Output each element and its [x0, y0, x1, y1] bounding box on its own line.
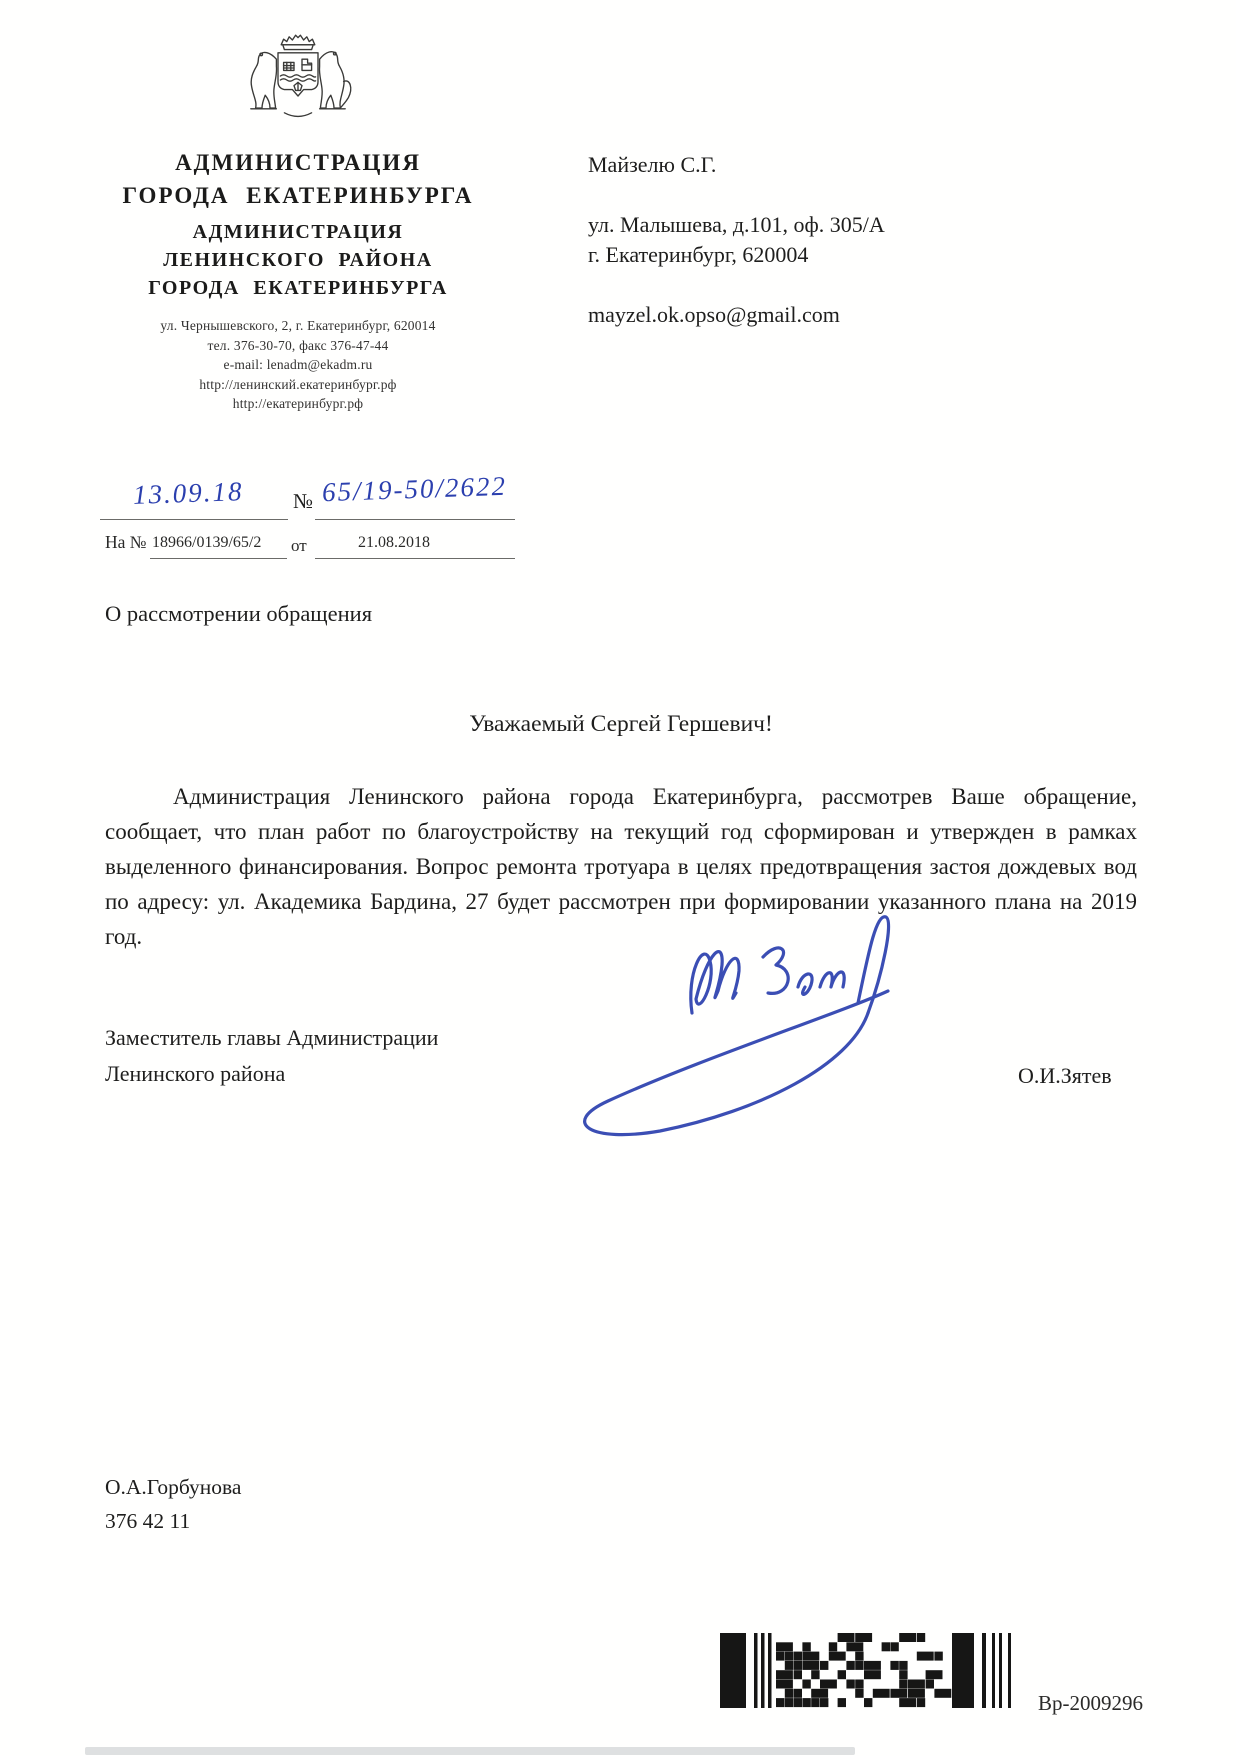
recipient-name: Майзелю С.Г.: [588, 152, 717, 177]
org-address: ул. Чернышевского, 2, г. Екатеринбург, 620014: [160, 318, 436, 333]
reply-date-underline: [315, 558, 515, 559]
executor-name: О.А.Горбунова: [105, 1475, 242, 1499]
signer-title-line2: Ленинского района: [105, 1061, 286, 1086]
number-sign: №: [293, 489, 314, 513]
org-site-city: http://екатеринбург.рф: [232, 396, 364, 411]
scan-artifact: [85, 1747, 855, 1755]
signature-ink-icon: [520, 895, 950, 1155]
barcode-icon: [720, 1633, 1022, 1708]
signature-area: [520, 895, 950, 1155]
greeting-line: Уважаемый Сергей Гершевич!: [469, 711, 773, 737]
dept-name-line1: АДМИНИСТРАЦИЯ: [192, 221, 404, 243]
org-phone-fax: тел. 376-30-70, факс 376-47-44: [207, 337, 389, 353]
outgoing-number-handwritten: 65/19-50/2622: [321, 470, 508, 508]
org-email: e-mail: lenadm@ekadm.ru: [223, 357, 373, 372]
reply-ot-label: от: [291, 536, 307, 555]
dept-name-line3: ГОРОДА ЕКАТЕРИНБУРГА: [148, 277, 448, 299]
executor-phone: 376 42 11: [105, 1509, 191, 1533]
recipient-address-line1: ул. Малышева, д.101, оф. 305/А: [588, 212, 885, 237]
number-underline: [315, 519, 515, 520]
org-name-line2: ГОРОДА ЕКАТЕРИНБУРГА: [122, 183, 474, 208]
coat-of-arms: [238, 24, 358, 144]
coat-of-arms-icon: [238, 24, 358, 144]
barcode-label: Вр-2009296: [1038, 1691, 1143, 1715]
recipient-email: mayzel.ok.opso@gmail.com: [588, 302, 840, 327]
reply-number: 18966/0139/65/2: [152, 534, 262, 551]
signer-title-line1: Заместитель главы Администрации: [105, 1025, 439, 1050]
signer-name: О.И.Зятев: [1018, 1063, 1112, 1088]
reply-date: 21.08.2018: [358, 534, 430, 551]
letterhead: [58, 146, 538, 414]
reply-number-underline: [150, 558, 287, 559]
reply-prefix: На №: [105, 532, 147, 552]
executor-block: [105, 1470, 241, 1538]
dept-name-line2: ЛЕНИНСКОГО РАЙОНА: [163, 249, 433, 271]
recipient-address-line2: г. Екатеринбург, 620004: [588, 242, 809, 267]
date-underline: [100, 519, 288, 520]
org-name-line1: АДМИНИСТРАЦИЯ: [175, 150, 421, 175]
subject-line: О рассмотрении обращения: [105, 601, 373, 626]
outgoing-date-handwritten: 13.09.18: [132, 476, 244, 510]
body-paragraph: Администрация Ленинского района города Екатеринбурга, рассмотрев Ваше обращение, сообщает, что план работ по благоустройству на текущий год сформирован и утвержден в рамках выделенного финансирования. Вопрос ремонта тротуара в целях предотвращения застоя дождевых вод по адресу: ул. Академика Бардина, 27 будет рассмотрен при формировании указанного плана на 2019 год.: [105, 784, 1137, 949]
barcode: [720, 1633, 1022, 1708]
recipient-block: [588, 150, 1068, 330]
org-site-district: http://ленинский.екатеринбург.рф: [199, 376, 397, 392]
